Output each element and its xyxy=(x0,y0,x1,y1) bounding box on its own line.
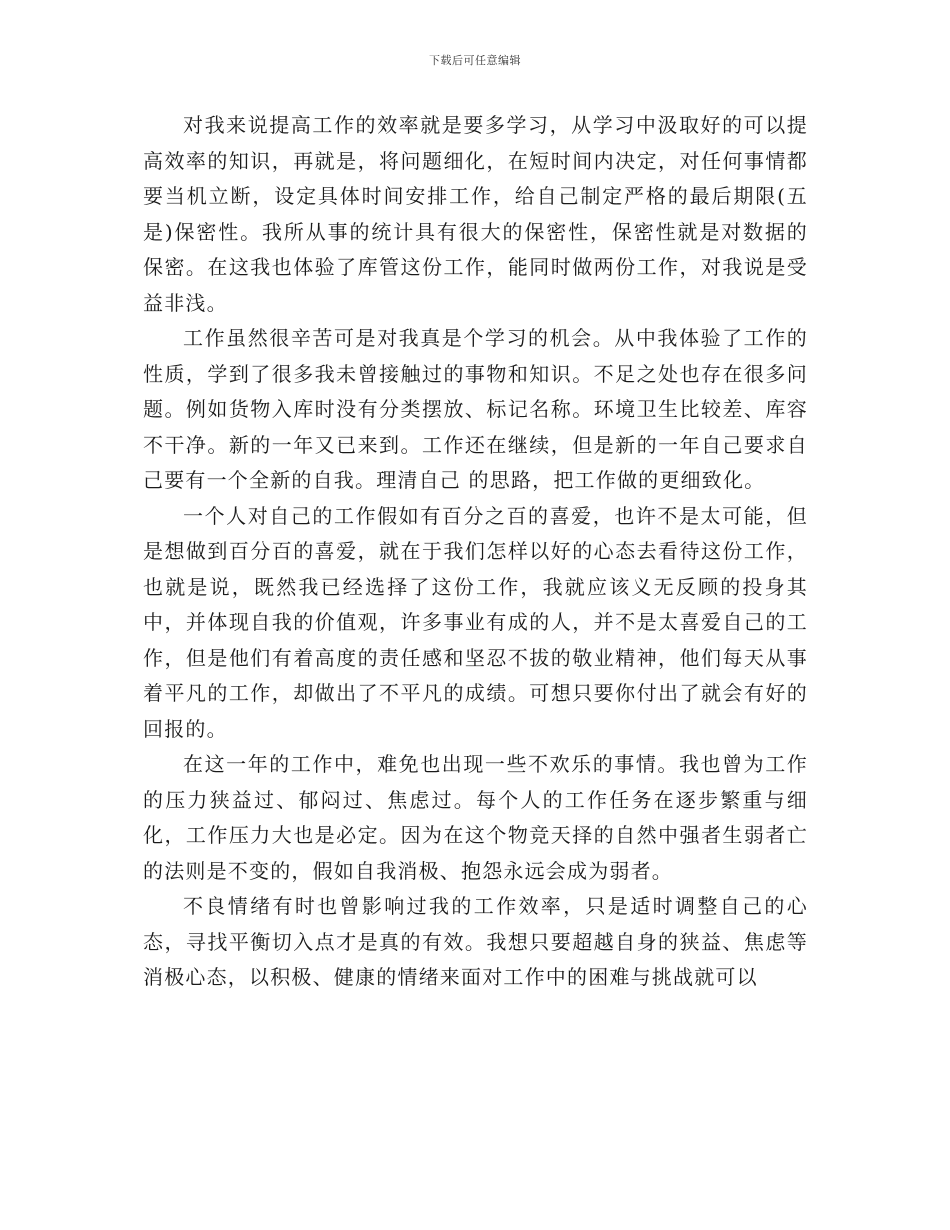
paragraph-love-of-work: 一个人对自己的工作假如有百分之百的喜爱，也许不是太可能，但是想做到百分百的喜爱，就在于我们怎样以好的心态去看待这份工作，也就是说，既然我已经选择了这份工作，我就应该义无反顾的投身其中，并体现自我的价值观，许多事业有成的人，并不是太喜爱自己的工作，但是他们有着高度的责任感和坚忍不拔的敬业精神，他们每天从事着平凡的工作，却做出了不平凡的成绩。可想只要你付出了就会有好的回报的。 xyxy=(143,503,808,741)
page-header-note: 下载后可任意编辑 xyxy=(429,54,521,67)
paragraph-efficiency: 对我来说提高工作的效率就是要多学习，从学习中汲取好的可以提高效率的知识，再就是，将问题细化，在短时间内决定，对任何事情都要当机立断，设定具体时间安排工作，给自己制定严格的最后期限(五是)保密性。我所从事的统计具有很大的保密性，保密性就是对数据的保密。在这我也体验了库管这份工作，能同时做两份工作，对我说是受益非浅。 xyxy=(143,113,808,315)
document-body xyxy=(143,108,808,996)
paragraph-work-pressure: 在这一年的工作中，难免也出现一些不欢乐的事情。我也曾为工作的压力狭益过、郁闷过、焦虑过。每个人的工作任务在逐步繁重与细化，工作压力大也是必定。因为在这个物竞天择的自然中强者生弱者亡的法则是不变的，假如自我消极、抱怨永远会成为弱者。 xyxy=(143,752,808,883)
paragraph-mindset: 不良情绪有时也曾影响过我的工作效率，只是适时调整自己的心态，寻找平衡切入点才是真的有效。我想只要超越自身的狭益、焦虑等消极心态，以积极、健康的情绪来面对工作中的困难与挑战就可以 xyxy=(143,894,808,989)
paragraph-learning-opportunity: 工作虽然很辛苦可是对我真是个学习的机会。从中我体验了工作的性质，学到了很多我未曾接触过的事物和知识。不足之处也存在很多问题。例如货物入库时没有分类摆放、标记名称。环境卫生比较差、库容不干净。新的一年又已来到。工作还在继续，但是新的一年自己要求自己要有一个全新的自我。理清自己 的思路，把工作做的更细致化。 xyxy=(143,326,808,492)
